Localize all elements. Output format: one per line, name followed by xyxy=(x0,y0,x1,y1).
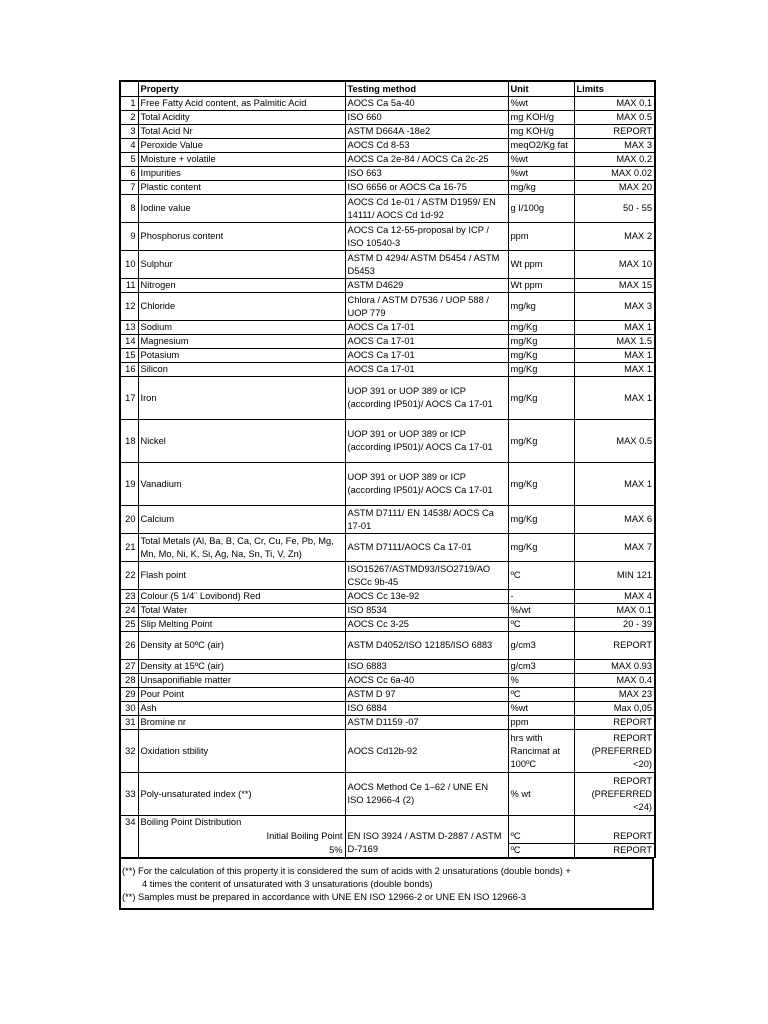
row-unit: ºC xyxy=(508,844,574,858)
table-row xyxy=(120,604,655,618)
header-unit: Unit xyxy=(508,81,574,97)
row-testing-method: ISO 663 xyxy=(345,167,508,181)
row-unit: mg/Kg xyxy=(508,506,574,534)
row-number: 15 xyxy=(120,349,138,363)
row-property: Density at 50ºC (air) xyxy=(138,632,345,660)
table-row xyxy=(120,816,655,830)
row-property: Phosphorus content xyxy=(138,223,345,251)
table-row xyxy=(120,590,655,604)
row-testing-method: ASTM D 97 xyxy=(345,688,508,702)
row-number: 32 xyxy=(120,730,138,773)
table-row xyxy=(120,618,655,632)
row-property: Sodium xyxy=(138,321,345,335)
row-unit: Wt ppm xyxy=(508,279,574,293)
row-unit: mg KOH/g xyxy=(508,111,574,125)
row-property: Iron xyxy=(138,377,345,420)
table-row xyxy=(120,153,655,167)
row-testing-method: AOCS Ca 12-55-proposal by ICP / ISO 10540-3 xyxy=(345,223,508,251)
row-limit: MAX 1.5 xyxy=(574,335,655,349)
row-testing-method: UOP 391 or UOP 389 or ICP (according IP501)/ AOCS Ca 17-01 xyxy=(345,463,508,506)
row-property: Density at 15ºC (air) xyxy=(138,660,345,674)
row-limit: MAX 0.5 xyxy=(574,111,655,125)
row-unit: g/cm3 xyxy=(508,632,574,660)
row-testing-method: ASTM D664A -18e2 xyxy=(345,125,508,139)
row-property: Total Water xyxy=(138,604,345,618)
row-testing-method: ASTM D1159 -07 xyxy=(345,716,508,730)
row-limit: REPORT xyxy=(574,125,655,139)
row-number: 12 xyxy=(120,293,138,321)
table-row xyxy=(120,830,655,844)
row-unit: mg/Kg xyxy=(508,363,574,377)
table-row xyxy=(120,251,655,279)
header-number-cell xyxy=(120,81,138,97)
row-number: 4 xyxy=(120,139,138,153)
row-limit: MAX 0.1 xyxy=(574,97,655,111)
row-property: Slip Melting Point xyxy=(138,618,345,632)
row-property: Total Acid Nr xyxy=(138,125,345,139)
row-limit: MAX 10 xyxy=(574,251,655,279)
row-number: 14 xyxy=(120,335,138,349)
table-row xyxy=(120,463,655,506)
row-limit: MAX 20 xyxy=(574,181,655,195)
row-limit: MAX 0.93 xyxy=(574,660,655,674)
table-row xyxy=(120,562,655,590)
row-property: Peroxide Value xyxy=(138,139,345,153)
table-row xyxy=(120,97,655,111)
row-limit: MAX 0.5 xyxy=(574,420,655,463)
row-number-spacer xyxy=(120,844,138,858)
table-row xyxy=(120,730,655,773)
row-property: Total Acidity xyxy=(138,111,345,125)
row-unit-top xyxy=(508,816,574,830)
row-limit: MAX 1 xyxy=(574,363,655,377)
row-unit: % wt xyxy=(508,773,574,816)
row-number: 17 xyxy=(120,377,138,420)
row-limit: 50 - 55 xyxy=(574,195,655,223)
row-number: 33 xyxy=(120,773,138,816)
row-property: Flash point xyxy=(138,562,345,590)
row-limit: MAX 1 xyxy=(574,349,655,363)
row-testing-method: AOCS Cc 3-25 xyxy=(345,618,508,632)
row-limit: MAX 0.1 xyxy=(574,604,655,618)
table-header-row xyxy=(120,81,655,97)
row-limit: REPORT xyxy=(574,830,655,844)
row-unit: mg/kg xyxy=(508,293,574,321)
row-sub-property: Initial Boiling Point xyxy=(138,830,345,844)
row-number: 23 xyxy=(120,590,138,604)
row-property: Poly-unsaturated index (**) xyxy=(138,773,345,816)
row-testing-method: AOCS Ca 17-01 xyxy=(345,335,508,349)
row-unit: ppm xyxy=(508,716,574,730)
row-property: Bromine nr xyxy=(138,716,345,730)
row-unit: - xyxy=(508,590,574,604)
row-testing-method: ISO 6883 xyxy=(345,660,508,674)
row-property: Colour (5 1/4¨ Lovibond) Red xyxy=(138,590,345,604)
row-unit: meqO2/Kg fat xyxy=(508,139,574,153)
row-testing-method: AOCS Cd 1e-01 / ASTM D1959/ EN 14111/ AOCS Cd 1d-92 xyxy=(345,195,508,223)
row-property: Boiling Point Distribution xyxy=(138,816,345,830)
row-number: 16 xyxy=(120,363,138,377)
row-unit: %wt xyxy=(508,167,574,181)
row-property: Plastic content xyxy=(138,181,345,195)
row-number: 13 xyxy=(120,321,138,335)
row-number-spacer xyxy=(120,830,138,844)
row-testing-method: ISO 6884 xyxy=(345,702,508,716)
table-row xyxy=(120,420,655,463)
row-property: Ash xyxy=(138,702,345,716)
row-property: Free Fatty Acid content, as Palmitic Acid xyxy=(138,97,345,111)
row-property: Silicon xyxy=(138,363,345,377)
table-row xyxy=(120,632,655,660)
row-limit: MAX 0.2 xyxy=(574,153,655,167)
row-unit: g/cm3 xyxy=(508,660,574,674)
row-unit: mg KOH/g xyxy=(508,125,574,139)
row-limit: MAX 3 xyxy=(574,139,655,153)
table-row xyxy=(120,674,655,688)
row-testing-method: AOCS Ca 5a-40 xyxy=(345,97,508,111)
row-property: Calcium xyxy=(138,506,345,534)
row-testing-method: AOCS Ca 17-01 xyxy=(345,363,508,377)
row-number: 2 xyxy=(120,111,138,125)
row-testing-method-top xyxy=(345,816,508,830)
row-number: 8 xyxy=(120,195,138,223)
footnote-1: (**) For the calculation of this property it is considered the sum of acids with 2 unsaturations (double bonds) + xyxy=(122,866,571,876)
row-unit: % xyxy=(508,674,574,688)
row-property: Impurities xyxy=(138,167,345,181)
row-limit: Max 0,05 xyxy=(574,702,655,716)
row-unit: mg/Kg xyxy=(508,377,574,420)
row-unit: mg/Kg xyxy=(508,420,574,463)
row-limit: REPORT xyxy=(574,716,655,730)
row-testing-method: UOP 391 or UOP 389 or ICP (according IP501)/ AOCS Ca 17-01 xyxy=(345,377,508,420)
row-limit: MAX 1 xyxy=(574,377,655,420)
table-row xyxy=(120,321,655,335)
row-unit: mg/Kg xyxy=(508,534,574,562)
table-row xyxy=(120,716,655,730)
row-unit: mg/Kg xyxy=(508,349,574,363)
row-unit: %wt xyxy=(508,702,574,716)
row-unit: ºC xyxy=(508,562,574,590)
row-limit: MAX 15 xyxy=(574,279,655,293)
row-number: 34 xyxy=(120,816,138,830)
table-row xyxy=(120,293,655,321)
row-limit: 20 - 39 xyxy=(574,618,655,632)
row-testing-method: AOCS Ca 17-01 xyxy=(345,321,508,335)
row-property: Chloride xyxy=(138,293,345,321)
header-limits: Limits xyxy=(574,81,655,97)
header-testing-method: Testing method xyxy=(345,81,508,97)
row-testing-method: AOCS Cd 8-53 xyxy=(345,139,508,153)
row-number: 1 xyxy=(120,97,138,111)
row-testing-method: AOCS Ca 17-01 xyxy=(345,349,508,363)
row-property: Oxidation stbility xyxy=(138,730,345,773)
row-number: 20 xyxy=(120,506,138,534)
row-testing-method: ASTM D7111/AOCS Ca 17-01 xyxy=(345,534,508,562)
row-testing-method: ISO 8534 xyxy=(345,604,508,618)
row-number: 28 xyxy=(120,674,138,688)
row-testing-method: AOCS Cc 13e-92 xyxy=(345,590,508,604)
table-row xyxy=(120,702,655,716)
footnotes xyxy=(119,858,654,910)
row-testing-method: ASTM D 4294/ ASTM D5454 / ASTM D5453 xyxy=(345,251,508,279)
table-row xyxy=(120,534,655,562)
row-limit: MAX 0.4 xyxy=(574,674,655,688)
row-number: 18 xyxy=(120,420,138,463)
row-unit: %wt xyxy=(508,153,574,167)
row-unit: mg/Kg xyxy=(508,463,574,506)
row-unit: g I/100g xyxy=(508,195,574,223)
row-number: 25 xyxy=(120,618,138,632)
row-limit: REPORT (PREFERRED <20) xyxy=(574,730,655,773)
specification-table xyxy=(119,80,656,858)
row-testing-method: ASTM D4629 xyxy=(345,279,508,293)
row-testing-method: AOCS Method Ce 1–62 / UNE EN ISO 12966-4 (2) xyxy=(345,773,508,816)
row-number: 31 xyxy=(120,716,138,730)
row-number: 5 xyxy=(120,153,138,167)
row-testing-method: AOCS Cd12b-92 xyxy=(345,730,508,773)
row-limit: MIN 121 xyxy=(574,562,655,590)
row-limit: REPORT (PREFERRED <24) xyxy=(574,773,655,816)
table-row xyxy=(120,363,655,377)
row-unit: ºC xyxy=(508,618,574,632)
row-limit: REPORT xyxy=(574,844,655,858)
row-testing-method: ISO15267/ASTMD93/ISO2719/AO CSCc 9b-45 xyxy=(345,562,508,590)
row-property: Total Metals (Al, Ba, B, Ca, Cr, Cu, Fe, Pb, Mg, Mn, Mo, Ni, K, Si, Ag, Na, Sn, Ti, V, Zn) xyxy=(138,534,345,562)
table-row xyxy=(120,223,655,251)
footnote-1-continuation: 4 times the content of unsaturated with 3 unsaturations (double bonds) xyxy=(142,879,433,889)
row-limit: MAX 23 xyxy=(574,688,655,702)
row-number: 6 xyxy=(120,167,138,181)
row-property: Unsaponifiable matter xyxy=(138,674,345,688)
row-limit: REPORT xyxy=(574,632,655,660)
row-unit: mg/Kg xyxy=(508,321,574,335)
row-limit: MAX 1 xyxy=(574,321,655,335)
table-row xyxy=(120,167,655,181)
table-row xyxy=(120,506,655,534)
row-property: Sulphur xyxy=(138,251,345,279)
row-number: 22 xyxy=(120,562,138,590)
row-number: 3 xyxy=(120,125,138,139)
row-sub-property: 5% xyxy=(138,844,345,858)
table-row xyxy=(120,660,655,674)
table-row xyxy=(120,279,655,293)
row-unit: %/wt xyxy=(508,604,574,618)
row-testing-method: ISO 6656 or AOCS Ca 16-75 xyxy=(345,181,508,195)
row-unit: hrs with Rancimat at 100ºC xyxy=(508,730,574,773)
row-number: 11 xyxy=(120,279,138,293)
row-property: Nitrogen xyxy=(138,279,345,293)
row-number: 24 xyxy=(120,604,138,618)
row-testing-method: Chlora / ASTM D7536 / UOP 588 / UOP 779 xyxy=(345,293,508,321)
specification-sheet xyxy=(119,80,654,910)
row-testing-method: ASTM D4052/ISO 12185/ISO 6883 xyxy=(345,632,508,660)
row-number: 30 xyxy=(120,702,138,716)
table-row xyxy=(120,195,655,223)
header-property: Property xyxy=(138,81,345,97)
row-number: 7 xyxy=(120,181,138,195)
table-row xyxy=(120,139,655,153)
row-limit-top xyxy=(574,816,655,830)
row-testing-method: AOCS Cc 6a-40 xyxy=(345,674,508,688)
row-unit: ppm xyxy=(508,223,574,251)
row-property: Potasium xyxy=(138,349,345,363)
row-limit: MAX 2 xyxy=(574,223,655,251)
row-property: Magnesium xyxy=(138,335,345,349)
row-testing-method: ISO 660 xyxy=(345,111,508,125)
row-limit: MAX 7 xyxy=(574,534,655,562)
row-property: Vanadium xyxy=(138,463,345,506)
row-property: Nickel xyxy=(138,420,345,463)
row-unit: ºC xyxy=(508,688,574,702)
row-property: Pour Point xyxy=(138,688,345,702)
row-number: 29 xyxy=(120,688,138,702)
table-row xyxy=(120,125,655,139)
table-row xyxy=(120,111,655,125)
table-row xyxy=(120,181,655,195)
row-testing-method: AOCS Ca 2e-84 / AOCS Ca 2c-25 xyxy=(345,153,508,167)
row-number: 21 xyxy=(120,534,138,562)
row-limit: MAX 1 xyxy=(574,463,655,506)
row-number: 27 xyxy=(120,660,138,674)
row-unit: mg/Kg xyxy=(508,335,574,349)
row-testing-method: ASTM D7111/ EN 14538/ AOCS Ca 17-01 xyxy=(345,506,508,534)
table-row xyxy=(120,377,655,420)
row-limit: MAX 4 xyxy=(574,590,655,604)
table-row xyxy=(120,349,655,363)
row-unit: %wt xyxy=(508,97,574,111)
table-row xyxy=(120,335,655,349)
row-number: 10 xyxy=(120,251,138,279)
footnote-2: (**) Samples must be prepared in accordance with UNE EN ISO 12966-2 or UNE EN ISO 12966-3 xyxy=(122,892,527,902)
row-limit: MAX 0.02 xyxy=(574,167,655,181)
row-property: Iodine value xyxy=(138,195,345,223)
row-limit: MAX 6 xyxy=(574,506,655,534)
row-number: 26 xyxy=(120,632,138,660)
row-number: 9 xyxy=(120,223,138,251)
row-unit: mg/kg xyxy=(508,181,574,195)
row-property: Moisture + volatile xyxy=(138,153,345,167)
row-number: 19 xyxy=(120,463,138,506)
row-limit: MAX 3 xyxy=(574,293,655,321)
row-testing-method: EN ISO 3924 / ASTM D-2887 / ASTM D-7169 xyxy=(345,830,508,858)
row-unit: ºC xyxy=(508,830,574,844)
row-unit: Wt ppm xyxy=(508,251,574,279)
row-testing-method: UOP 391 or UOP 389 or ICP (according IP501)/ AOCS Ca 17-01 xyxy=(345,420,508,463)
table-row xyxy=(120,773,655,816)
table-row xyxy=(120,688,655,702)
